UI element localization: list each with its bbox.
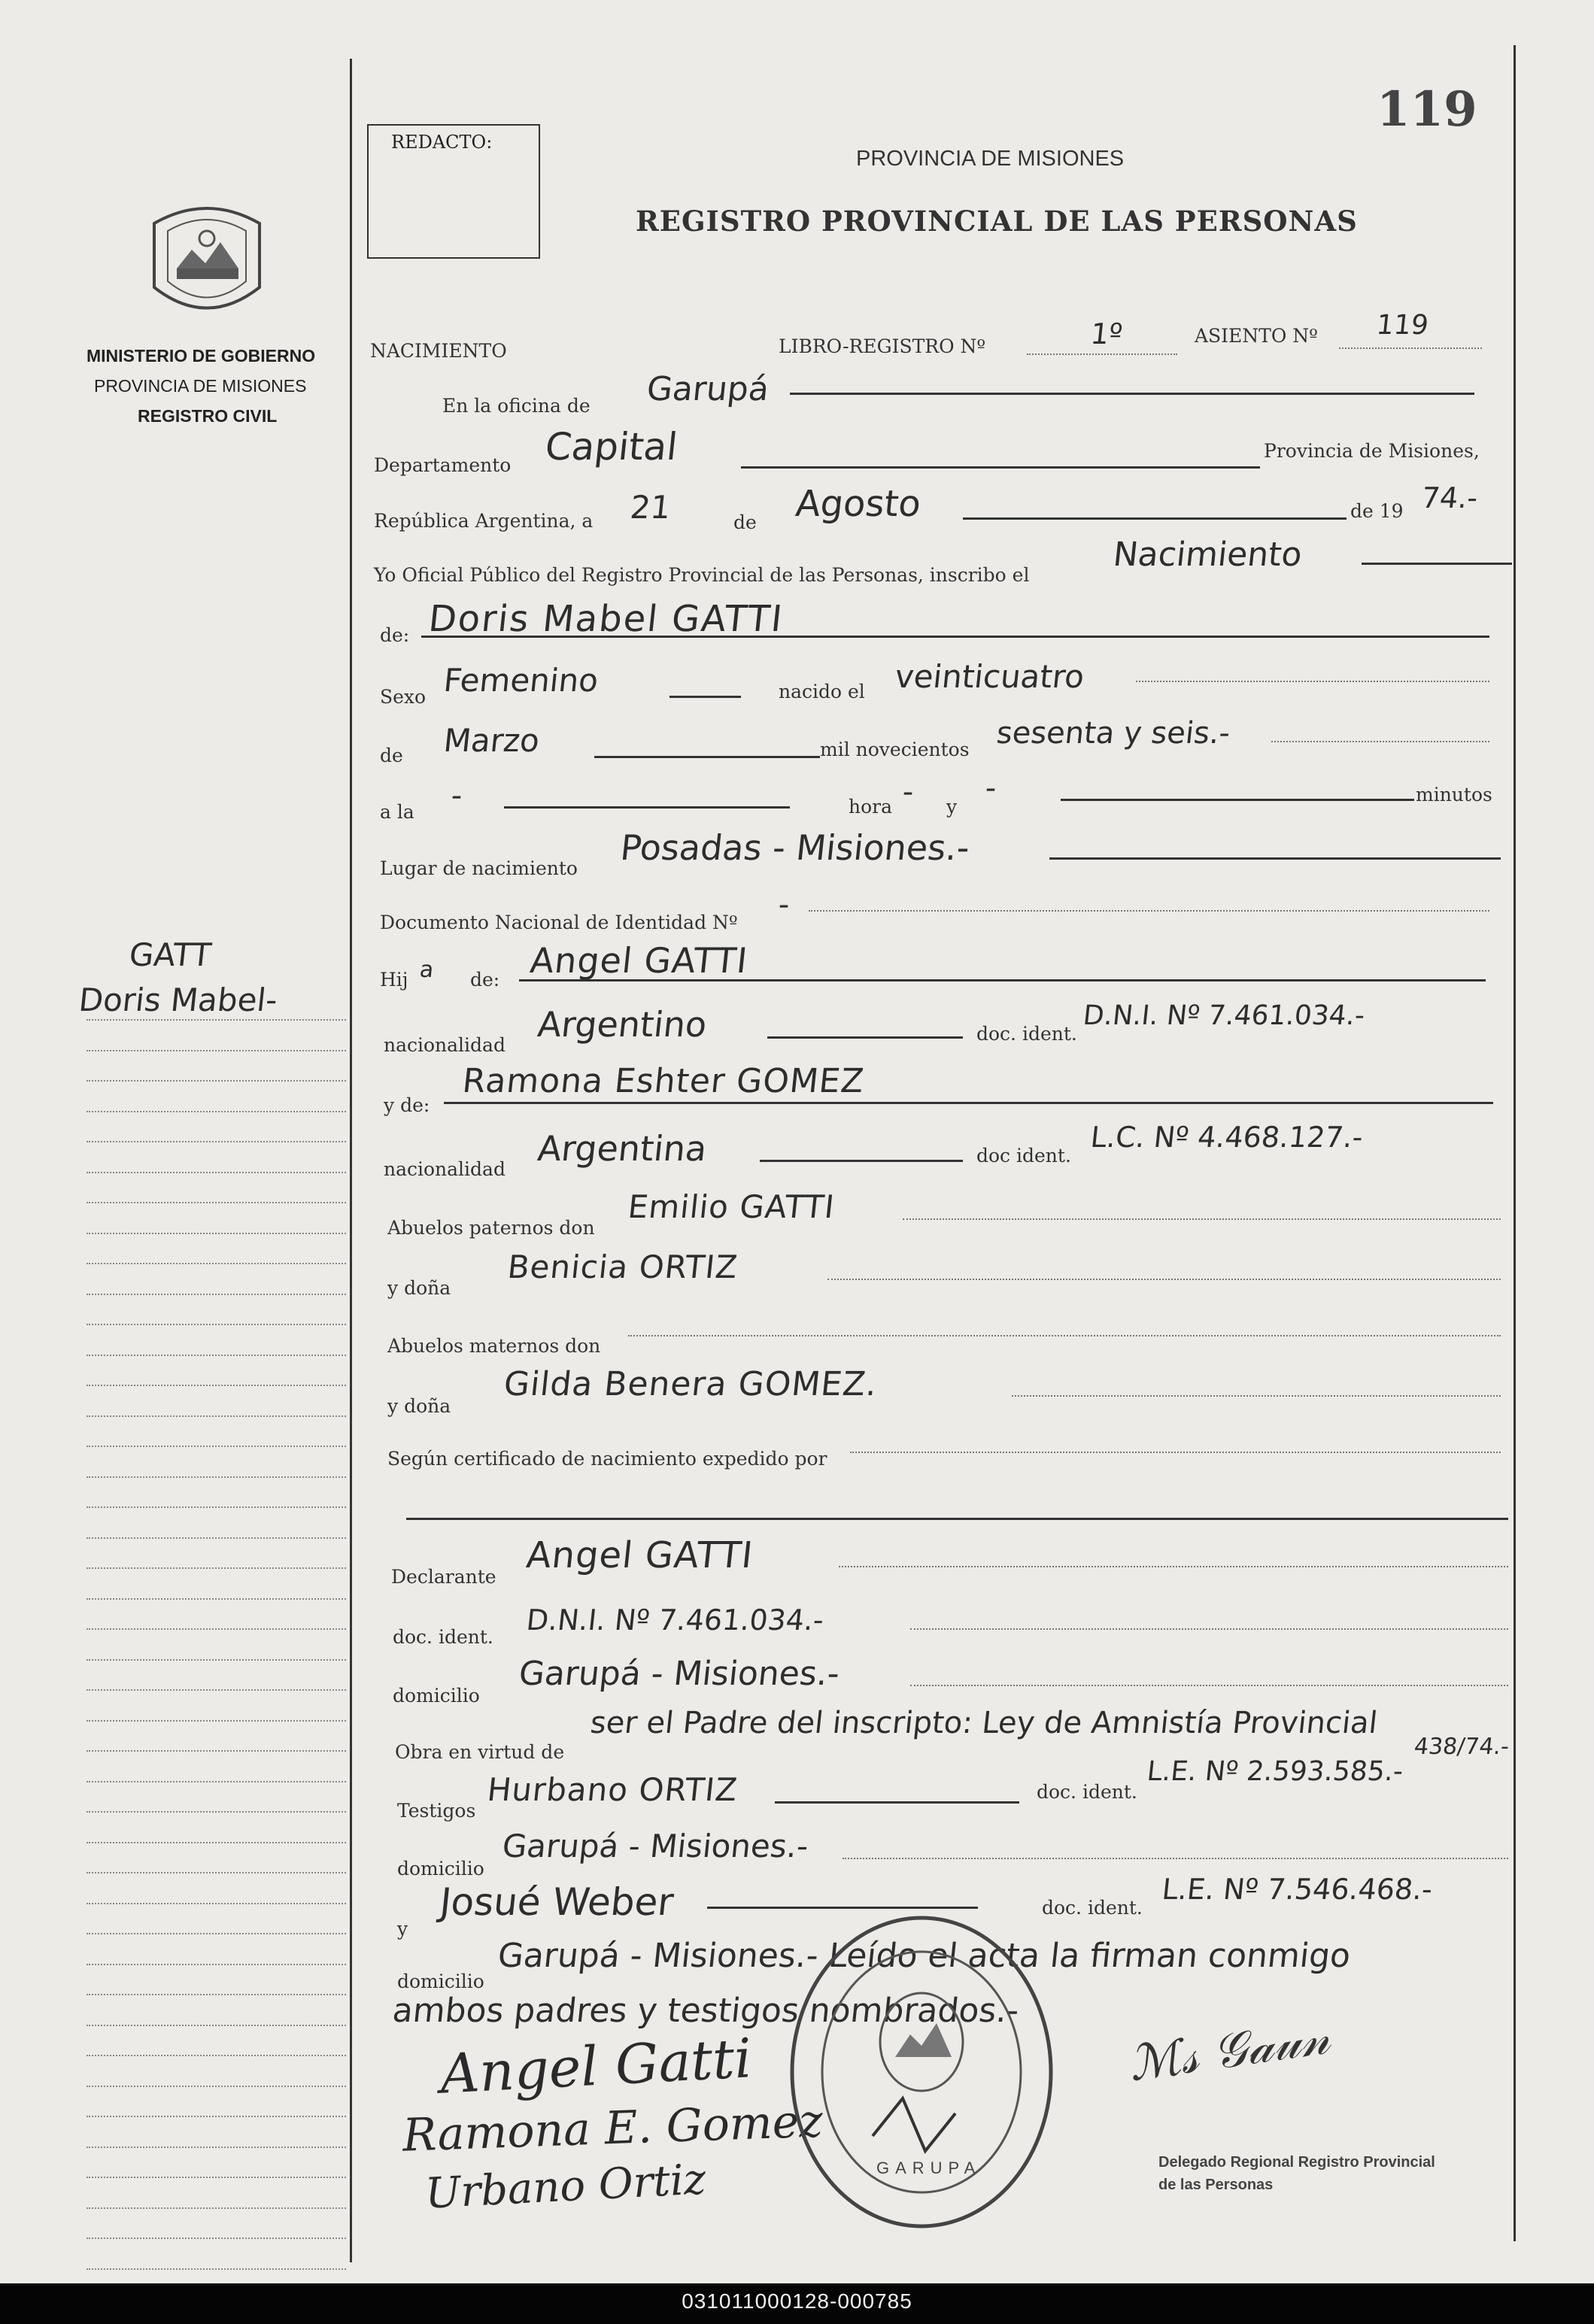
label-abuelos-paternos: Abuelos paternos don	[387, 1217, 595, 1239]
right-margin-rule	[1514, 45, 1516, 2241]
label-nacimiento: NACIMIENTO	[370, 340, 507, 362]
seal-center: GARUPA	[876, 2159, 982, 2177]
label-provincia: Provincia de Misiones,	[1264, 440, 1480, 462]
label-doc-madre: doc ident.	[976, 1145, 1071, 1167]
signature-2: Ramona E. Gomez	[401, 2095, 824, 2162]
margin-dotted-line	[87, 2268, 346, 2270]
dots-asiento	[1339, 347, 1482, 349]
margin-dotted-line	[87, 1598, 346, 1600]
margin-dotted-line	[87, 1506, 346, 1508]
label-nacionalidad-padre: nacionalidad	[384, 1034, 506, 1056]
margin-dotted-line	[87, 1385, 346, 1386]
value-nac-padre: Argentino	[536, 1004, 709, 1045]
dots-abuelo-materno	[628, 1335, 1501, 1336]
label-y-dona-materna: y doña	[387, 1395, 451, 1417]
label-asiento: ASIENTO Nº	[1195, 325, 1318, 347]
signature-1: Angel Gatti	[439, 2026, 754, 2106]
margin-dotted-line	[87, 2055, 346, 2056]
value-dni: -	[776, 887, 791, 922]
margin-dotted-line	[87, 1659, 346, 1661]
label-y-testigo2: y	[397, 1918, 408, 1940]
margin-dotted-line	[87, 1781, 346, 1782]
line-mes	[963, 517, 1347, 520]
dots-libro	[1027, 353, 1177, 355]
label-lugar: Lugar de nacimiento	[380, 857, 578, 879]
value-lugar: Posadas - Misiones.-	[618, 827, 972, 868]
margin-dotted-line	[87, 2238, 346, 2239]
margin-dotted-line	[87, 1233, 346, 1234]
value-anio-nac: sesenta y seis.-	[994, 716, 1232, 751]
label-doc-testigo2: doc. ident.	[1042, 1897, 1143, 1919]
value-nombre: Doris Mabel GATTI	[427, 598, 786, 640]
dots-abuela-paterna	[827, 1279, 1501, 1280]
margin-dotted-line	[87, 2147, 346, 2148]
margin-dotted-line	[87, 1903, 346, 1904]
value-oficina: Garupá	[645, 370, 771, 408]
label-departamento: Departamento	[374, 454, 512, 476]
dots-segun	[850, 1452, 1501, 1453]
line-testigo2	[707, 1907, 978, 1909]
margin-dotted-line	[87, 1415, 346, 1417]
margin-dotted-line	[87, 1811, 346, 1813]
line-acto	[1362, 563, 1512, 565]
label-de-padre: de:	[470, 969, 500, 991]
page-number: 119	[1377, 81, 1477, 138]
margin-dotted-line	[87, 1964, 346, 1965]
margin-dotted-line	[87, 2116, 346, 2117]
label-dni: Documento Nacional de Identidad Nº	[380, 912, 738, 933]
label-abuelos-maternos: Abuelos maternos don	[387, 1335, 601, 1357]
ministry-line2: PROVINCIA DE MISIONES	[94, 376, 307, 396]
line-testigo1	[775, 1801, 1019, 1804]
label-obra: Obra en virtud de	[395, 1741, 565, 1763]
value-cierre: ambos padres y testigos nombrados.-	[390, 1992, 1021, 2030]
margin-dotted-line	[87, 2025, 346, 2026]
margin-dotted-line	[87, 1050, 346, 1051]
value-minutos: -	[983, 771, 998, 806]
value-nacido-el: veinticuatro	[893, 658, 1086, 695]
dots-abuela-materna	[1012, 1395, 1501, 1397]
label-doc-declarante: doc. ident.	[393, 1626, 493, 1648]
label-de: de	[733, 511, 757, 533]
ministry-line1: MINISTERIO DE GOBIERNO	[87, 346, 316, 366]
line-madre	[444, 1102, 1493, 1104]
line-segun-2	[406, 1518, 1508, 1520]
dots-dni	[809, 910, 1489, 912]
margin-dotted-line	[87, 1446, 346, 1447]
margin-dotted-line	[87, 1019, 346, 1021]
margin-dotted-line	[87, 1294, 346, 1295]
margin-surname: GATT	[127, 936, 214, 973]
label-sexo: Sexo	[380, 686, 427, 708]
value-mes-nac: Marzo	[442, 722, 542, 759]
margin-dotted-line	[87, 1842, 346, 1843]
label-oficina: En la oficina de	[442, 395, 591, 417]
value-ley-no: 438/74.-	[1413, 1734, 1511, 1760]
value-domicilio-testigo1: Garupá - Misiones.-	[500, 1828, 811, 1864]
margin-dotted-line	[87, 1476, 346, 1478]
dots-doc-declarante	[910, 1628, 1508, 1630]
margin-dotted-line	[87, 1750, 346, 1752]
value-doc-madre: L.C. Nº 4.468.127.-	[1088, 1121, 1365, 1154]
value-declarante: Angel GATTI	[524, 1534, 756, 1576]
line-padre	[519, 979, 1486, 981]
label-domicilio-testigo1: domicilio	[397, 1858, 484, 1880]
redacto-box	[367, 124, 540, 259]
margin-dotted-line	[87, 1172, 346, 1173]
value-doc-declarante: D.N.I. Nº 7.461.034.-	[524, 1603, 826, 1637]
header-registry: REGISTRO PROVINCIAL DE LAS PERSONAS	[636, 205, 1358, 238]
label-minutos: minutos	[1416, 784, 1492, 806]
dots-domicilio-declarante	[910, 1685, 1508, 1686]
label-libro: LIBRO-REGISTRO Nº	[779, 335, 986, 357]
label-declarante: Declarante	[391, 1566, 496, 1588]
label-mil: mil novecientos	[820, 739, 970, 760]
label-yo-oficial: Yo Oficial Público del Registro Provincial de las Personas, inscribo el	[374, 564, 1030, 586]
value-madre: Ramona Eshter GOMEZ	[460, 1062, 867, 1100]
signature-official: ℳ𝓈 𝒢𝒶𝓊𝓃	[1125, 2009, 1334, 2093]
value-abuela-paterna: Benicia ORTIZ	[506, 1248, 740, 1285]
redacto-label: REDACTO:	[391, 132, 493, 153]
value-dia: 21	[628, 489, 673, 526]
value-doc-testigo1: L.E. Nº 2.593.585.-	[1145, 1756, 1405, 1787]
footer-code: 031011000128-000785	[682, 2289, 912, 2313]
label-hora: hora	[849, 796, 893, 818]
margin-dotted-line	[87, 2207, 346, 2209]
value-hora: -	[900, 775, 915, 809]
margin-dotted-line	[87, 1141, 346, 1142]
label-republica: República Argentina, a	[374, 510, 594, 532]
line-nombre	[421, 636, 1489, 638]
value-sexo: Femenino	[442, 662, 600, 699]
label-a-la: a la	[380, 801, 414, 823]
margin-dotted-line	[87, 1628, 346, 1630]
value-anio: 74.-	[1419, 481, 1480, 514]
ministry-line3: REGISTRO CIVIL	[138, 406, 278, 426]
margin-dotted-line	[87, 1933, 346, 1934]
margin-dotted-line	[87, 1263, 346, 1264]
line-nac-madre	[760, 1160, 963, 1162]
official-title: Delegado Regional Registro Provincial de las Personas	[1158, 2154, 1435, 2193]
label-testigos: Testigos	[397, 1800, 476, 1822]
value-asiento: 119	[1374, 310, 1430, 341]
label-nacionalidad-madre: nacionalidad	[384, 1158, 506, 1180]
label-y-min: y	[946, 796, 958, 818]
header-province: PROVINCIA DE MISIONES	[856, 147, 1125, 171]
label-de-mes-nac: de	[380, 745, 403, 766]
value-a-la: -	[449, 778, 464, 813]
value-doc-padre: D.N.I. Nº 7.461.034.-	[1081, 1000, 1367, 1031]
dots-declarante	[839, 1566, 1508, 1567]
left-margin-rule	[350, 59, 352, 2262]
official-stamp-icon	[782, 1910, 1061, 2234]
value-libro: 1º	[1088, 317, 1125, 350]
value-domicilio-declarante: Garupá - Misiones.-	[517, 1655, 842, 1693]
line-sexo	[669, 696, 741, 698]
label-y-de-madre: y de:	[384, 1094, 430, 1116]
margin-given-names: Doris Mabel-	[77, 981, 280, 1018]
dots-nacido	[1136, 681, 1489, 682]
label-domicilio-testigo2: domicilio	[397, 1971, 484, 1992]
margin-dotted-line	[87, 1994, 346, 1995]
line-lugar	[1049, 857, 1501, 860]
line-nac-padre	[767, 1036, 963, 1039]
label-de-19: de 19	[1350, 500, 1404, 522]
line-mes-nac	[594, 756, 820, 758]
value-abuelo-paterno: Emilio GATTI	[626, 1188, 837, 1225]
value-doc-testigo2: L.E. Nº 7.546.468.-	[1160, 1873, 1435, 1906]
dots-anio-nac	[1271, 741, 1489, 742]
ministry-seal-icon	[147, 197, 267, 325]
margin-dotted-line	[87, 1537, 346, 1539]
margin-dotted-line	[87, 2086, 346, 2087]
value-nac-madre: Argentina	[536, 1128, 709, 1169]
margin-dotted-line	[87, 1355, 346, 1356]
label-y-dona-paterna: y doña	[387, 1277, 451, 1299]
value-testigo1: Hurbano ORTIZ	[485, 1771, 740, 1808]
label-doc-testigo1: doc. ident.	[1037, 1781, 1137, 1803]
value-domicilio-testigo2: Garupá - Misiones.- Leído el acta la firman conmigo	[496, 1937, 1353, 1975]
value-acto: Nacimiento	[1111, 535, 1304, 574]
dots-domicilio-testigo1	[843, 1858, 1508, 1859]
footer-bar	[0, 2283, 1594, 2324]
value-mes: Agosto	[794, 483, 923, 525]
line-departamento	[741, 466, 1260, 469]
margin-dotted-line	[87, 1689, 346, 1691]
margin-dotted-line	[87, 1567, 346, 1569]
label-domicilio-declarante: domicilio	[393, 1685, 480, 1707]
signature-3: Urbano Ortiz	[424, 2155, 707, 2219]
margin-dotted-line	[87, 1720, 346, 1722]
value-abuela-materna: Gilda Benera GOMEZ.	[502, 1365, 879, 1403]
margin-dotted-line	[87, 1872, 346, 1873]
margin-dotted-line	[87, 2177, 346, 2178]
line-a-la	[504, 806, 790, 809]
value-hij-suffix: a	[418, 957, 436, 983]
value-testigo2: Josué Weber	[437, 1880, 676, 1924]
line-minutos	[1061, 799, 1414, 801]
value-departamento: Capital	[542, 425, 680, 469]
margin-dotted-line	[87, 1202, 346, 1203]
line-oficina	[790, 393, 1474, 395]
label-hij: Hij	[380, 969, 408, 991]
label-segun: Según certificado de nacimiento expedido por	[387, 1448, 827, 1470]
label-doc-padre: doc. ident.	[976, 1023, 1077, 1045]
margin-dotted-line	[87, 1324, 346, 1325]
value-obra: ser el Padre del inscripto: Ley de Amnistía Provincial	[588, 1706, 1380, 1740]
value-padre: Angel GATTI	[528, 940, 750, 981]
margin-dotted-line	[87, 1111, 346, 1112]
label-de-nombre: de:	[380, 624, 410, 646]
margin-dotted-line	[87, 1080, 346, 1082]
dots-abuelo-paterno	[903, 1218, 1501, 1220]
label-nacido-el: nacido el	[779, 681, 865, 702]
